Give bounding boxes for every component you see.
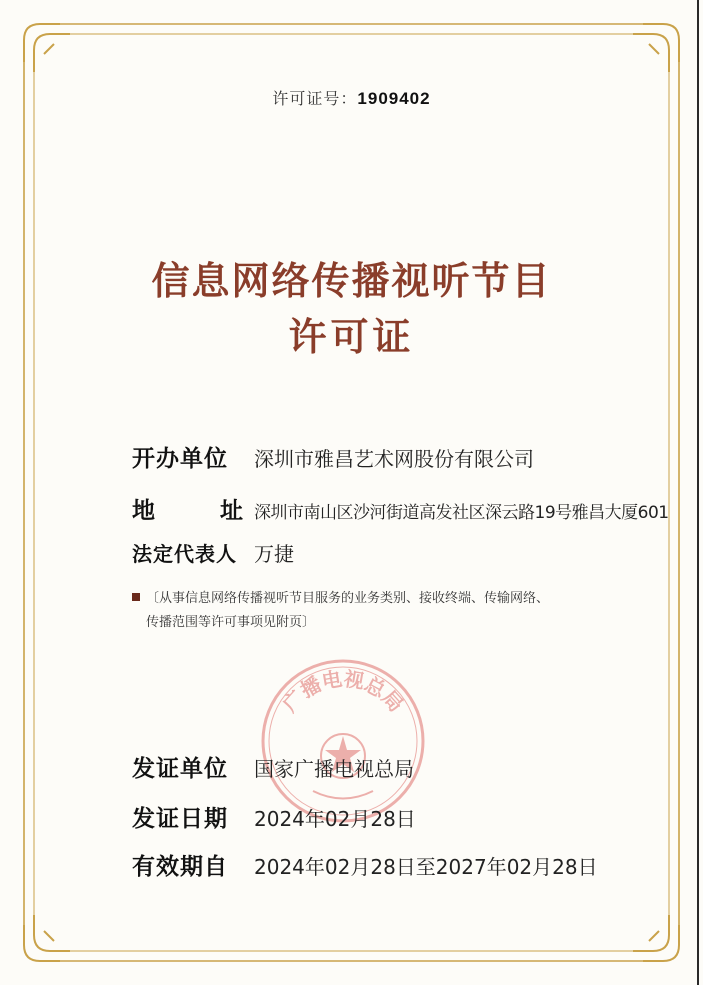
address-row (132, 492, 669, 525)
organizer-value: 深圳市雅昌艺术网股份有限公司 (254, 447, 534, 471)
address-label (132, 492, 254, 525)
issue-date-label: 发证日期 (132, 806, 228, 832)
validity-value: 2024年02月28日至2027年02月28日 (254, 855, 598, 879)
legal-rep-label: 法定代表人 (132, 542, 237, 566)
organizer-label: 开办单位 (132, 446, 228, 472)
square-bullet-icon (132, 593, 140, 601)
issuer-row (132, 750, 414, 783)
address-value: 深圳市南山区沙河街道高发社区深云路19号雅昌大厦601 (254, 503, 669, 523)
organizer-row (132, 440, 534, 473)
validity-row (132, 848, 598, 881)
certificate-title-line2: 许可证 (288, 315, 415, 359)
issuer-label: 发证单位 (132, 756, 228, 782)
scope-note-text1: 〔从事信息网络传播视听节目服务的业务类别、接收终端、传输网络、 (146, 591, 550, 606)
legal-rep-value: 万捷 (254, 542, 294, 566)
issue-date-row (132, 800, 416, 833)
scope-note (132, 587, 602, 635)
validity-label: 有效期自 (132, 854, 228, 880)
scope-note-line2: 传播范围等许可事项见附页〕 (146, 615, 316, 630)
issuer-value: 国家广播电视总局 (254, 757, 414, 781)
license-number-line (0, 86, 703, 109)
address-label-a: 地 (132, 498, 156, 524)
seal-text: 广播电视总局 (277, 666, 409, 717)
address-label-b: 址 (220, 498, 244, 524)
license-number: 1909402 (357, 89, 431, 108)
certificate-title-line1: 信息网络传播视听节目 (151, 259, 552, 303)
legal-rep-row (132, 538, 294, 567)
scan-edge-line (697, 0, 699, 985)
scope-note-line1 (132, 587, 602, 611)
license-number-prefix: 许可证号： (272, 89, 358, 108)
issue-date-value: 2024年02月28日 (254, 807, 416, 831)
